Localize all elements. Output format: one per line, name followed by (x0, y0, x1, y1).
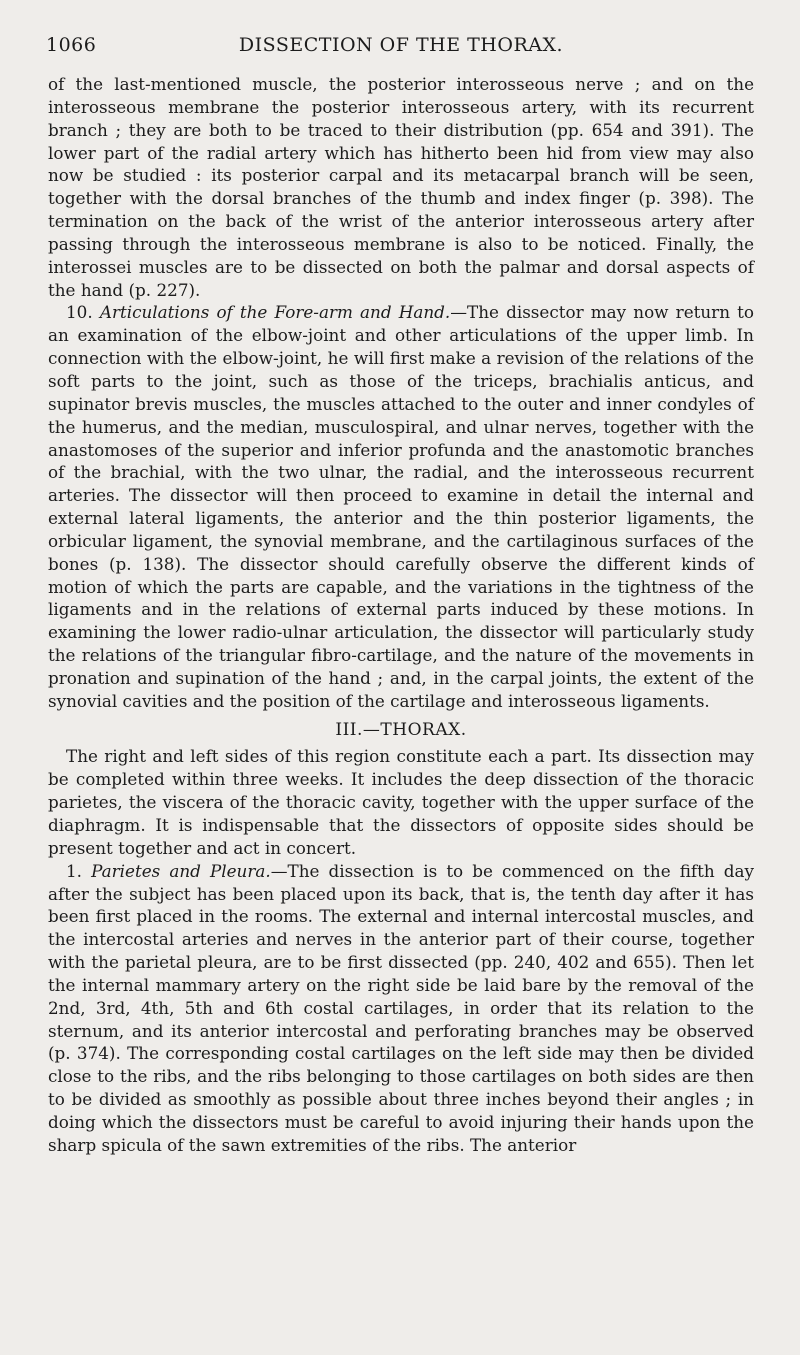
paragraph-articulations (48, 301, 754, 712)
paragraph-continuation: of the last-mentioned muscle, the posterior interosseous nerve ; and on the interosseous membrane the posterior interosseous artery, with its recurrent branch ; they are both to be traced to their distribution (pp. 654 and 391). The lower part of the radial artery which has hitherto been hid from view may also now be studied : its posterior carpal and its metacarpal branch will be seen, together with the dorsal branches of the thumb and index finger (p. 398). The termination on the back of the wrist of the anterior interosseous artery after passing through the interosseous membrane is also to be noticed. Finally, the interossei muscles are to be dissected on both the palmar and dorsal aspects of the hand (p. 227). (48, 74, 754, 300)
page-number: 1066 (46, 34, 97, 56)
body-text (48, 73, 754, 1157)
paragraph-number: 10. (66, 302, 93, 323)
paragraph-heading: Articulations of the Fore-arm and Hand. (99, 302, 451, 323)
paragraph-number: 1. (66, 860, 83, 881)
running-head: DISSECTION OF THE THORAX. (238, 34, 564, 56)
section-title: III.—THORAX. (335, 719, 467, 740)
paragraph-text: —The dissector may now return to an examination of the elbow-joint and other articulations of the upper limb. In connection with the elbow-joint, he will first make a revision of the relations of the soft parts to the joint, such as those of the triceps, brachialis anticus, and supinator brevis muscles, the muscles attached to the outer and inner condyles of the humerus, and the median, musculospiral, and ulnar nerves, together with the anastomoses of the superior and inferior profunda and the anastomotic branches of the brachial, with the two ulnar, the radial, and the interosseous recurrent arteries. The dissector will then proceed to examine in detail the internal and external lateral ligaments, the anterior and the thin posterior ligaments, the orbicular ligament, the synovial membrane, and the cartilaginous surfaces of the bones (p. 138). The dissector should carefully observe the different kinds of motion of which the parts are capable, and the variations in the tightness of the ligaments and in the relations of external parts induced by these motions. In examining the lower radio-ulnar articulation, the dissector will particularly study the relations of the triangular fibro-cartilage, and the nature of the movements in pronation and supination of the hand ; and, in the carpal joints, the extent of the synovial cavities and the position of the cartilage and interosseous ligaments. (48, 302, 754, 711)
paragraph-text: —The dissection is to be commenced on the fifth day after the subject has been placed upon its back, that is, the tenth day after it has been first placed in the rooms. The external and internal intercostal muscles, and the intercostal arteries and nerves in the anterior part of their course, together with the parietal pleura, are to be first dissected (pp. 240, 402 and 655). Then let the internal mammary artery on the right side be laid bare by the removal of the 2nd, 3rd, 4th, 5th and 6th costal cartilages, in order that its relation to the sternum, and its anterior intercostal and perforating branches may be observed (p. 374). The corresponding costal cartilages on the left side may then be divided close to the ribs, and the ribs belonging to those cartilages on both sides are then to be divided as smoothly as possible about three inches beyond their angles ; in doing which the dissectors must be careful to avoid injuring their hands upon the sharp spicula of the sawn extremities of the ribs. The anterior (48, 860, 754, 1155)
paragraph-parietes (48, 860, 754, 1157)
paragraph-thorax-intro: The right and left sides of this region constitute each a part. Its dissection may be completed within three weeks. It includes the deep dissection of the thoracic parietes, the viscera of the thoracic cavity, together with the upper surface of the diaphragm. It is indispensable that the dissectors of opposite sides should be present together and act in concert. (48, 746, 754, 858)
paragraph-heading: Parietes and Pleura. (91, 860, 271, 881)
page-header (46, 30, 756, 60)
